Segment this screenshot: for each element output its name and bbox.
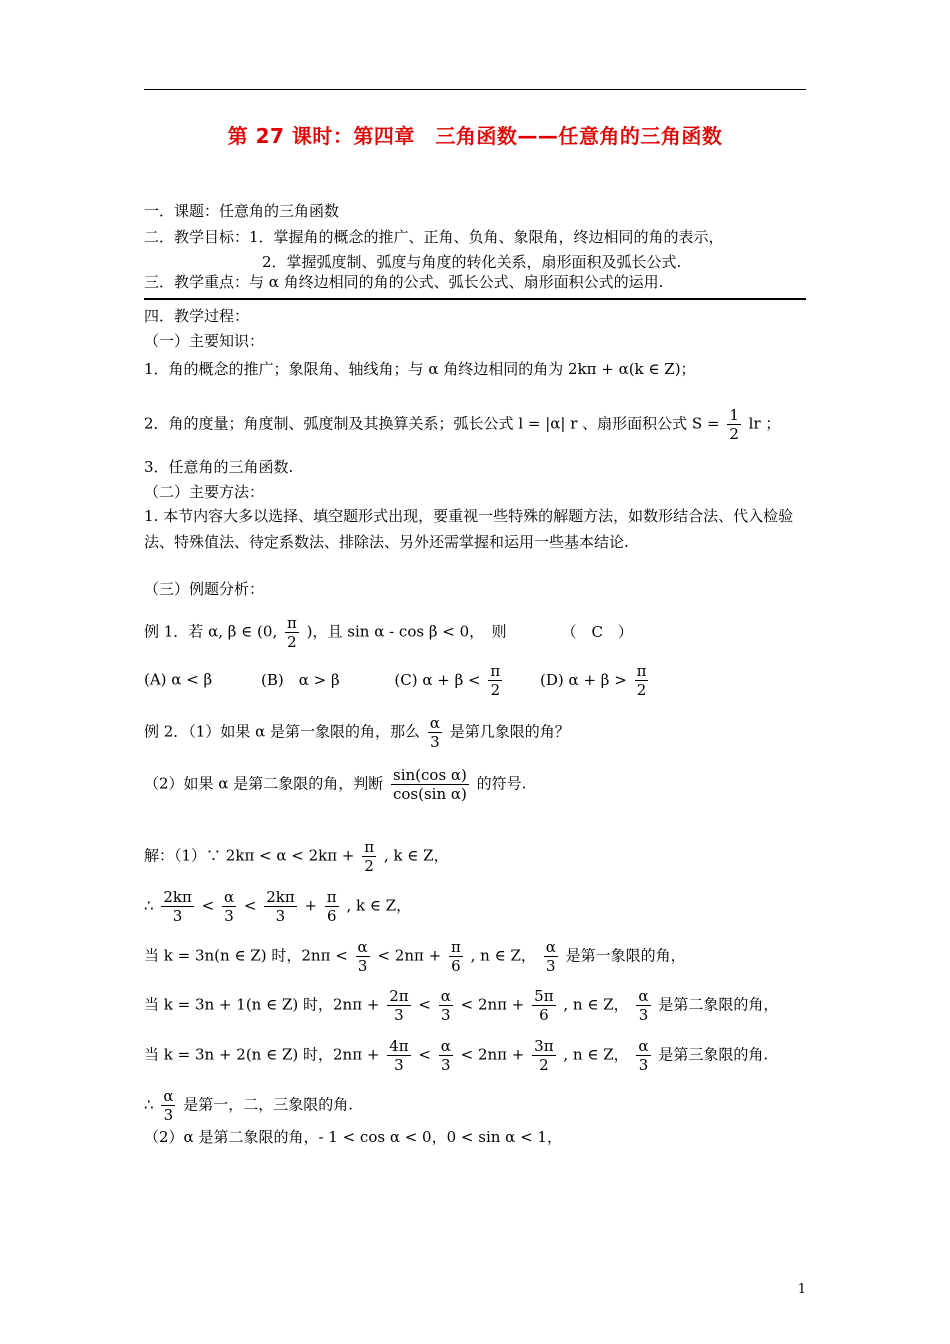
example-1 [144, 614, 633, 651]
goals-line-1: 二．教学目标：1．掌握角的概念的推广、正角、负角、象限角，终边相同的角的表示， [144, 228, 724, 246]
fraction-sin-cos: $\frac{\text{sin(cos α)}}{\text{cos(sin α)}}$ [393, 766, 467, 803]
fraction-alpha-over-3: $\frac{\alpha}{3}$ [429, 714, 440, 751]
topic-line: 一．课题：任意角的三角函数 [144, 202, 340, 220]
conclusion: ∴ $\frac{\alpha}{3}$ 是第一，二，三象限的角. [144, 1087, 354, 1124]
fraction-pi-over-2-c: $\frac{\pi}{2}$ [490, 662, 501, 699]
knowledge-item-1: 1．角的概念的推广；象限角、轴线角；与 α 角终边相同的角为 2kπ + α(k ∈ Z)； [144, 360, 696, 378]
knowledge-item-3: 3．任意角的三角函数. [144, 458, 294, 476]
solution-step-1 [144, 838, 449, 875]
examples-heading: （三）例题分析： [144, 580, 265, 598]
case-3: 当 k = 3n + 2(n ∈ Z) 时，2nπ + $\frac{4\pi}{3}$ < $\frac{\alpha}{3}$ < 2nπ + $\frac{3\pi}{2}$ , n ∈ Z， $\frac{\alpha}{3}$ 是第三象限的角. [144, 1037, 769, 1074]
header-rule [144, 89, 806, 90]
example-1-text-b: )，且 sin α - cos β < 0， 则 [306, 622, 507, 641]
fraction-pi-over-2-d: $\frac{\pi}{2}$ [636, 662, 647, 699]
case-2: 当 k = 3n + 1(n ∈ Z) 时，2nπ + $\frac{2\pi}{3}$ < $\frac{\alpha}{3}$ < 2nπ + $\frac{5\pi}{6}$ , n ∈ Z， $\frac{\alpha}{3}$ 是第二象限的角， [144, 987, 779, 1024]
page-title: 第 27 课时：第四章 三角函数——任意角的三角函数 [227, 124, 723, 148]
example-1-text-a: 例 1．若 α, β ∈ (0, [144, 622, 278, 641]
option-a: (A) α < β [144, 670, 213, 689]
knowledge-heading: （一）主要知识： [144, 332, 265, 350]
fraction-pi-over-2-sol: $\frac{\pi}{2}$ [364, 838, 375, 875]
solution-step-1-tail: , k ∈ Z， [383, 846, 449, 865]
option-d: (D) α + β > [540, 670, 627, 689]
option-c: (C) α + β < [394, 670, 481, 689]
knowledge-item-2 [144, 406, 780, 443]
methods-heading: （二）主要方法： [144, 483, 265, 501]
example-2-1-question: 是第几象限的角？ [449, 722, 570, 741]
page-number: 1 [797, 1282, 806, 1297]
process-heading: 四．教学过程： [144, 307, 250, 325]
focus-line: 三．教学重点：与 α 角终边相同的角的公式、弧长公式、扇形面积公式的运用. [144, 273, 664, 291]
option-b: (B) α > β [261, 670, 340, 689]
methods-item-1: 1. 本节内容大多以选择、填空题形式出现，要重视一些特殊的解题方法，如数形结合法、代入检验法、特殊值法、待定系数法、排除法、另外还需掌握和运用一些基本结论. [144, 507, 794, 551]
fraction-half: $\frac{1}{2}$ [729, 406, 739, 443]
fraction-pi-over-2: $\frac{\pi}{2}$ [287, 614, 297, 651]
example-2-2-question: 的符号. [476, 774, 527, 793]
solution-part-2: （2）α 是第二象限的角，- 1 < cos α < 0，0 < sin α < 1， [144, 1128, 562, 1146]
solution-step-2: ∴ $\frac{2k\pi}{3}$ < $\frac{\alpha}{3}$ < $\frac{2k\pi}{3}$ + $\frac{\pi}{6}$ , k ∈ Z， [144, 888, 412, 925]
section-rule [144, 298, 806, 300]
example-1-options [144, 662, 651, 699]
example-2-part-1 [144, 714, 570, 751]
solution-step-1-text: 解：（1）∵ 2kπ < α < 2kπ + [144, 846, 355, 865]
example-2-part-2 [144, 766, 526, 803]
knowledge-item-2-tail: lr ； [748, 414, 781, 433]
knowledge-item-2-text: 2．角的度量；角度制、弧度制及其换算关系；弧长公式 l = |α| r 、扇形面积公式 S = [144, 414, 720, 433]
goals-line-2: 2．掌握弧度制、弧度与角度的转化关系，扇形面积及弧长公式. [262, 253, 682, 271]
example-1-answer: （ C ） [561, 622, 633, 641]
case-1: 当 k = 3n(n ∈ Z) 时，2nπ < $\frac{\alpha}{3}$ < 2nπ + $\frac{\pi}{6}$ , n ∈ Z， $\frac{\alpha}{3}$ 是第一象限的角， [144, 938, 686, 975]
example-2-2-text: （2）如果 α 是第二象限的角，判断 [144, 774, 384, 793]
example-2-1-text: 例 2．（1）如果 α 是第一象限的角，那么 [144, 722, 421, 741]
